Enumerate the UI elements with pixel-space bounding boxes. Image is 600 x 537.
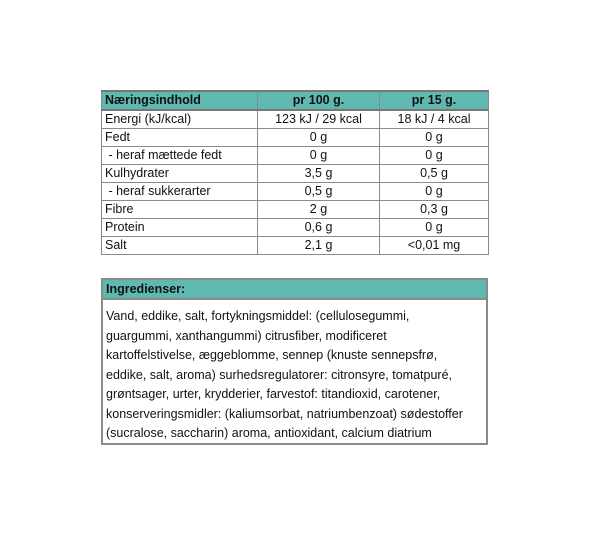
ingredients-line: Vand, eddike, salt, fortykningsmiddel: (cellulosegummi, (106, 309, 410, 323)
nutrition-table (101, 90, 489, 255)
nutrient-value-per100: 3,5 g (258, 165, 380, 183)
nutrient-label: Energi (kJ/kcal) (102, 110, 258, 129)
nutrient-label: Protein (102, 219, 258, 237)
ingredients-line: eddike, salt, aroma) surhedsregulatorer: citronsyre, tomatpuré, (106, 367, 452, 382)
nutrient-value-per15: 0 g (380, 183, 489, 201)
nutrient-value-per15: 0 g (380, 129, 489, 147)
table-row (102, 237, 489, 255)
nutrient-value-per100: 0 g (258, 147, 380, 165)
table-row (102, 129, 489, 147)
table-row (102, 183, 489, 201)
nutrient-value-per100: 0 g (258, 129, 380, 147)
nutrition-header-per15: pr 15 g. (380, 91, 489, 110)
nutrition-header-row (102, 91, 489, 110)
nutrient-value-per15: 0 g (380, 219, 489, 237)
ingredients-line: guargummi, xanthangummi) citrusfiber, modificeret (106, 328, 387, 343)
table-row (102, 147, 489, 165)
nutrient-label: - heraf sukkerarter (102, 183, 258, 201)
nutrient-label: - heraf mættede fedt (102, 147, 258, 165)
ingredients-title: Ingredienser: (103, 280, 486, 300)
nutrient-value-per15: 0,3 g (380, 201, 489, 219)
table-row (102, 201, 489, 219)
nutrient-value-per15: 0 g (380, 147, 489, 165)
nutrient-label: Fibre (102, 201, 258, 219)
ingredients-text (103, 300, 486, 443)
nutrition-header-label: Næringsindhold (102, 91, 258, 110)
ingredients-line: (sucralose, saccharin) aroma, antioxidant, calcium diatrium (106, 426, 432, 440)
nutrition-header-per100: pr 100 g. (258, 91, 380, 110)
nutrient-label: Kulhydrater (102, 165, 258, 183)
nutrient-value-per100: 2,1 g (258, 237, 380, 255)
table-row (102, 219, 489, 237)
table-row (102, 165, 489, 183)
nutrient-label: Fedt (102, 129, 258, 147)
nutrient-value-per100: 0,6 g (258, 219, 380, 237)
ingredients-line: konserveringsmidler: (kaliumsorbat, natriumbenzoat) sødestoffer (106, 406, 463, 421)
nutrient-value-per15: <0,01 mg (380, 237, 489, 255)
nutrient-label: Salt (102, 237, 258, 255)
ingredients-line: grøntsager, urter, krydderier, farvestof: titandioxid, carotener, (106, 387, 441, 401)
ingredients-box (101, 278, 488, 445)
table-row (102, 110, 489, 129)
nutrient-value-per100: 123 kJ / 29 kcal (258, 110, 380, 129)
nutrient-value-per15: 18 kJ / 4 kcal (380, 110, 489, 129)
nutrient-value-per15: 0,5 g (380, 165, 489, 183)
nutrient-value-per100: 0,5 g (258, 183, 380, 201)
ingredients-line: kartoffelstivelse, æggeblomme, sennep (knuste sennepsfrø, (106, 348, 438, 362)
nutrient-value-per100: 2 g (258, 201, 380, 219)
